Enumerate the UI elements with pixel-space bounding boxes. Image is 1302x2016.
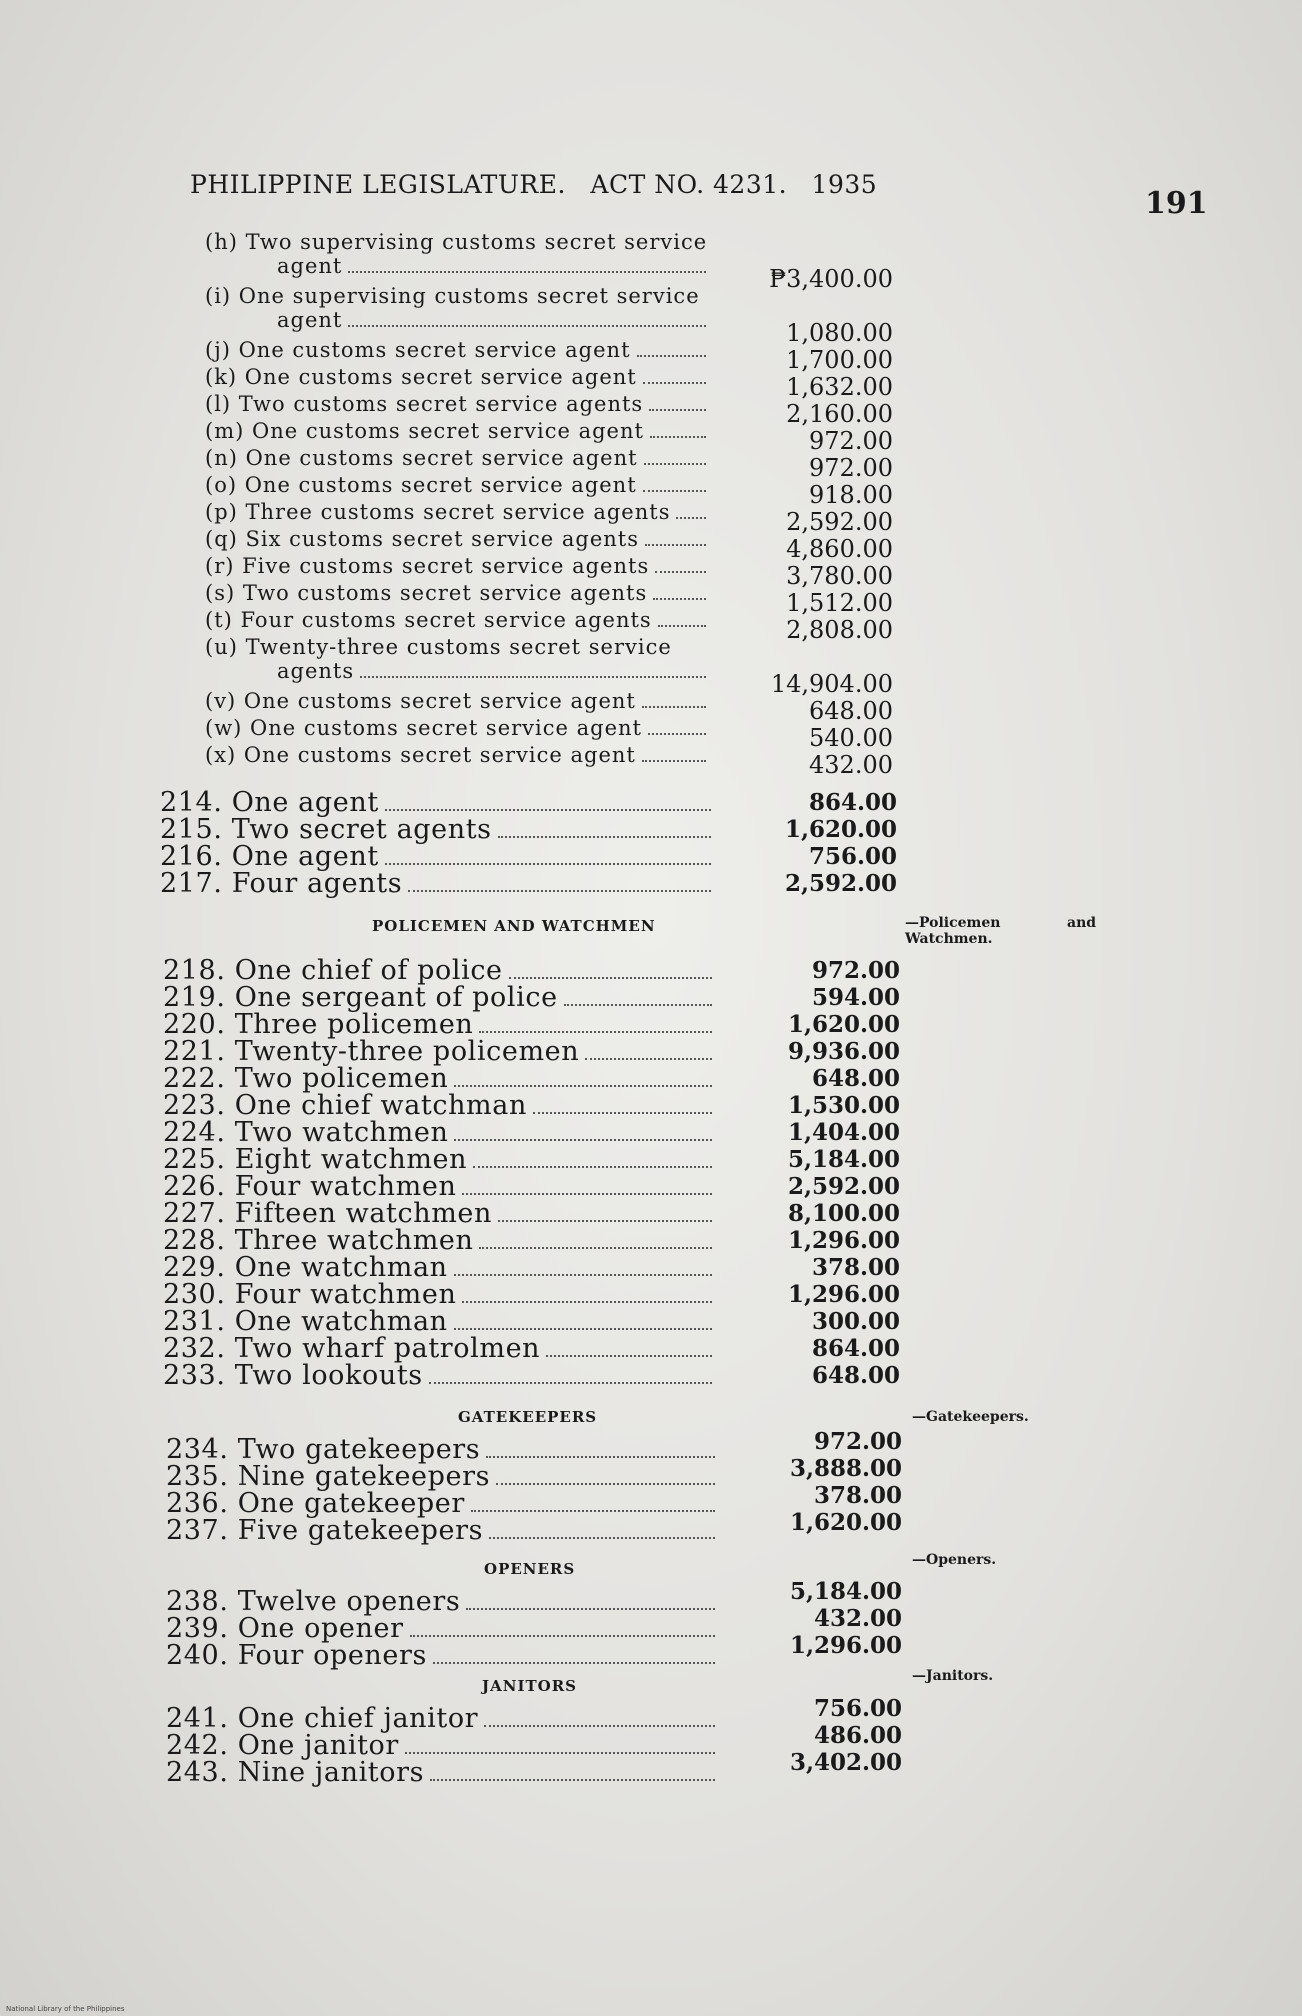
line-item-amount: 14,904.00 (770, 670, 893, 698)
line-item-label: (q) Six customs secret service agents (205, 527, 640, 551)
dot-leader (348, 325, 706, 327)
margin-note-gatekeepers: —Gatekeepers. (912, 1409, 1029, 1425)
line-item-label: 221. Twenty-three policemen (163, 1036, 580, 1067)
line-item-amount: 378.00 (813, 1482, 902, 1509)
line-item-label-continued: agent (277, 254, 343, 278)
dot-leader (533, 1112, 712, 1114)
line-item (205, 365, 710, 390)
margin-note-openers: —Openers. (912, 1552, 997, 1568)
line-item-amount: 4,860.00 (786, 535, 893, 563)
line-item-amount: 432.00 (809, 751, 893, 779)
line-item-label: 215. Two secret agents (160, 814, 492, 845)
dot-leader (484, 1725, 715, 1727)
section-heading-janitors: JANITORS (482, 1677, 577, 1695)
line-item (166, 1640, 719, 1671)
dot-leader (479, 1247, 712, 1249)
line-item (163, 1360, 716, 1391)
dot-leader (433, 1662, 715, 1664)
line-item (166, 1757, 719, 1788)
line-item (205, 554, 710, 579)
dot-leader (408, 890, 711, 892)
dot-leader (429, 1382, 712, 1384)
line-item-label: (p) Three customs secret service agents (205, 500, 671, 524)
line-item-label: 241. One chief janitor (166, 1703, 479, 1734)
line-item-label: 214. One agent (160, 787, 379, 818)
line-item-label-continued: agents (277, 659, 355, 683)
dot-leader (489, 1537, 715, 1539)
line-item-amount: 3,402.00 (789, 1749, 902, 1776)
line-item (205, 284, 710, 333)
line-item-amount: 432.00 (813, 1605, 902, 1632)
line-item-amount: 1,620.00 (784, 816, 897, 843)
dot-leader (509, 977, 712, 979)
line-item-label: 243. Nine janitors (166, 1757, 425, 1788)
line-item-amount: 486.00 (813, 1722, 902, 1749)
line-item (205, 743, 710, 768)
line-item-amount: 3,780.00 (786, 562, 893, 590)
dot-leader (645, 544, 706, 546)
line-item-amount: 1,296.00 (787, 1281, 900, 1308)
dot-leader (479, 1031, 712, 1033)
line-item-amount: 1,530.00 (787, 1092, 900, 1119)
dot-leader (637, 355, 706, 357)
footer-credit: National Library of the Philippines (6, 2005, 125, 2013)
section-heading-policemen: POLICEMEN AND WATCHMEN (372, 917, 656, 935)
line-item (205, 446, 710, 471)
line-item (205, 608, 710, 633)
line-item-label: 235. Nine gatekeepers (166, 1461, 491, 1492)
dot-leader (648, 733, 706, 735)
line-item-amount: 1,620.00 (787, 1011, 900, 1038)
line-item-label: 222. Two policemen (163, 1063, 449, 1094)
line-item-label: 239. One opener (166, 1613, 404, 1644)
dot-leader (360, 676, 706, 678)
dot-leader (642, 706, 706, 708)
line-item-amount: 300.00 (811, 1308, 900, 1335)
line-item-label: (n) One customs secret service agent (205, 446, 638, 470)
line-item (205, 581, 710, 606)
line-item-label: (t) Four customs secret service agents (205, 608, 652, 632)
line-item-amount: 756.00 (808, 843, 897, 870)
line-item-label: 237. Five gatekeepers (166, 1515, 484, 1546)
dot-leader (471, 1510, 715, 1512)
dot-leader (454, 1328, 712, 1330)
line-item-label: (j) One customs secret service agent (205, 338, 631, 362)
line-item (205, 689, 710, 714)
line-item-amount: 972.00 (809, 454, 893, 482)
year: 1935 (811, 170, 878, 199)
dot-leader (486, 1456, 715, 1458)
line-item (205, 392, 710, 417)
line-item-label: 242. One janitor (166, 1730, 399, 1761)
section-heading-openers: OPENERS (484, 1560, 576, 1578)
line-item-label: (k) One customs secret service agent (205, 365, 637, 389)
line-item-label: 233. Two lookouts (163, 1360, 423, 1391)
dot-leader (454, 1274, 712, 1276)
dot-leader (430, 1779, 715, 1781)
line-item-amount: ₱3,400.00 (769, 265, 893, 293)
line-item (205, 473, 710, 498)
dot-leader (385, 863, 711, 865)
line-item-label: (w) One customs secret service agent (205, 716, 642, 740)
line-item-label: 223. One chief watchman (163, 1090, 527, 1121)
line-item-amount: 1,296.00 (789, 1632, 902, 1659)
line-item-amount: 2,160.00 (786, 400, 893, 428)
line-item-label: 225. Eight watchmen (163, 1144, 468, 1175)
line-item-amount: 1,404.00 (787, 1119, 900, 1146)
line-item-amount: 864.00 (811, 1335, 900, 1362)
line-item-amount: 918.00 (809, 481, 893, 509)
line-item-label: 218. One chief of police (163, 955, 503, 986)
dot-leader (405, 1752, 715, 1754)
line-item-amount: 5,184.00 (789, 1578, 902, 1605)
line-item-amount: 756.00 (813, 1695, 902, 1722)
line-item-amount: 2,592.00 (784, 870, 897, 897)
margin-note-janitors: —Janitors. (912, 1668, 994, 1684)
dot-leader (462, 1193, 712, 1195)
act-number: ACT NO. 4231. (590, 170, 788, 199)
dot-leader (410, 1635, 715, 1637)
line-item-label: 236. One gatekeeper (166, 1488, 465, 1519)
line-item-amount: 972.00 (809, 427, 893, 455)
line-item (166, 1515, 719, 1546)
line-item-label: 240. Four openers (166, 1640, 427, 1671)
dot-leader (454, 1085, 712, 1087)
line-item (205, 716, 710, 741)
dot-leader (676, 517, 706, 519)
line-item-label: 227. Fifteen watchmen (163, 1198, 492, 1229)
line-item (160, 868, 715, 899)
dot-leader (655, 571, 706, 573)
line-item-amount: 972.00 (813, 1428, 902, 1455)
line-item-label: 228. Three watchmen (163, 1225, 474, 1256)
line-item-label: (i) One supervising customs secret service (205, 284, 700, 308)
dot-leader (585, 1058, 712, 1060)
line-item-label: 226. Four watchmen (163, 1171, 457, 1202)
dot-leader (462, 1301, 712, 1303)
line-item-amount: 648.00 (811, 1362, 900, 1389)
dot-leader (348, 271, 706, 273)
line-item-amount: 1,620.00 (789, 1509, 902, 1536)
line-item-label: 232. Two wharf patrolmen (163, 1333, 541, 1364)
dot-leader (642, 760, 706, 762)
page-number: 191 (1145, 186, 1208, 221)
line-item-amount: 1,296.00 (787, 1227, 900, 1254)
margin-note-policemen: —Policemen and Watchmen. (905, 915, 1097, 947)
line-item (205, 635, 710, 684)
dot-leader (643, 490, 706, 492)
line-item-label: (s) Two customs secret service agents (205, 581, 648, 605)
dot-leader (643, 382, 706, 384)
dot-leader (473, 1166, 712, 1168)
line-item-amount: 2,592.00 (787, 1173, 900, 1200)
line-item-label: 220. Three policemen (163, 1009, 474, 1040)
line-item-label: (r) Five customs secret service agents (205, 554, 650, 578)
line-item-amount: 864.00 (808, 789, 897, 816)
line-item-label: 229. One watchman (163, 1252, 448, 1283)
line-item-amount: 1,700.00 (786, 346, 893, 374)
running-header (190, 170, 893, 199)
line-item-amount: 594.00 (811, 984, 900, 1011)
line-item-amount: 1,632.00 (786, 373, 893, 401)
line-item-label: (l) Two customs secret service agents (205, 392, 644, 416)
line-item-label: 217. Four agents (160, 868, 403, 899)
dot-leader (658, 625, 706, 627)
line-item-label: (m) One customs secret service agent (205, 419, 644, 443)
line-item-label: 234. Two gatekeepers (166, 1434, 481, 1465)
line-item-label: (o) One customs secret service agent (205, 473, 637, 497)
line-item-label: (v) One customs secret service agent (205, 689, 636, 713)
dot-leader (498, 1220, 712, 1222)
line-item-amount: 648.00 (809, 697, 893, 725)
line-item-amount: 9,936.00 (787, 1038, 900, 1065)
dot-leader (466, 1608, 715, 1610)
line-item (205, 419, 710, 444)
line-item-label-continued: agent (277, 308, 343, 332)
line-item-amount: 540.00 (809, 724, 893, 752)
line-item-label: (x) One customs secret service agent (205, 743, 636, 767)
dot-leader (644, 463, 706, 465)
line-item-label: 238. Twelve openers (166, 1586, 461, 1617)
line-item-amount: 378.00 (811, 1254, 900, 1281)
line-item-label: (u) Twenty-three customs secret service (205, 635, 672, 659)
dot-leader (496, 1483, 715, 1485)
dot-leader (385, 809, 711, 811)
dot-leader (546, 1355, 712, 1357)
line-item-amount: 5,184.00 (787, 1146, 900, 1173)
dot-leader (454, 1139, 712, 1141)
dot-leader (649, 409, 706, 411)
running-title: PHILIPPINE LEGISLATURE. (190, 170, 566, 199)
line-item-amount: 2,808.00 (786, 616, 893, 644)
dot-leader (564, 1004, 712, 1006)
line-item-amount: 2,592.00 (786, 508, 893, 536)
line-item-amount: 3,888.00 (789, 1455, 902, 1482)
section-heading-gatekeepers: GATEKEEPERS (458, 1408, 598, 1426)
line-item-label: (h) Two supervising customs secret service (205, 230, 708, 254)
line-item-amount: 972.00 (811, 957, 900, 984)
line-item-label: 219. One sergeant of police (163, 982, 558, 1013)
line-item-label: 216. One agent (160, 841, 379, 872)
line-item-amount: 648.00 (811, 1065, 900, 1092)
line-item-amount: 1,080.00 (786, 319, 893, 347)
line-item (205, 527, 710, 552)
dot-leader (653, 598, 706, 600)
line-item (205, 500, 710, 525)
line-item (205, 230, 710, 279)
line-item-label: 230. Four watchmen (163, 1279, 457, 1310)
line-item-label: 231. One watchman (163, 1306, 448, 1337)
line-item-amount: 8,100.00 (787, 1200, 900, 1227)
line-item-label: 224. Two watchmen (163, 1117, 449, 1148)
line-item-amount: 1,512.00 (786, 589, 893, 617)
line-item (205, 338, 710, 363)
dot-leader (650, 436, 706, 438)
dot-leader (498, 836, 711, 838)
